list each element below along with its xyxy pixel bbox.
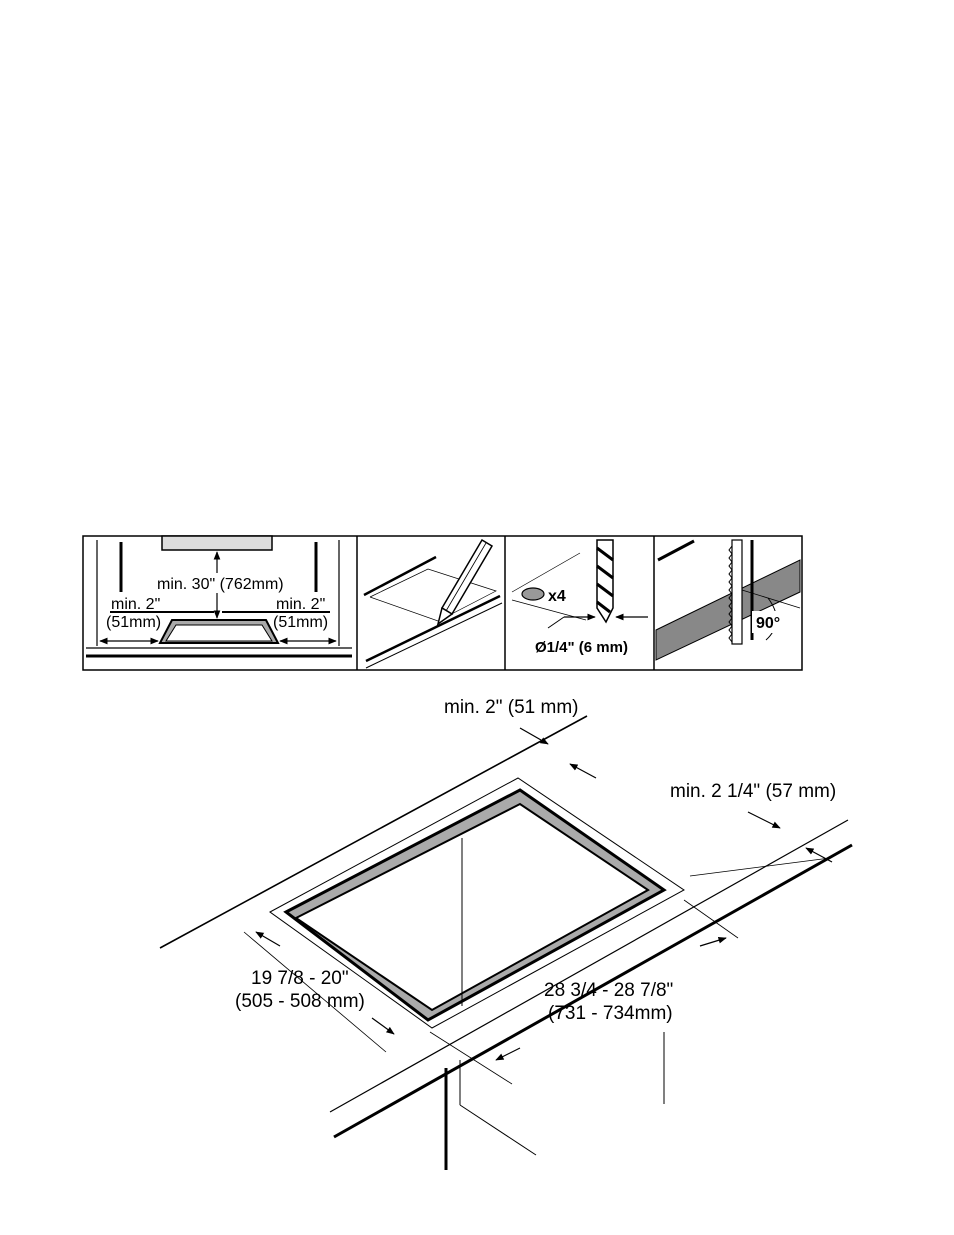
right-clearance-label-2: (51mm) xyxy=(273,614,329,631)
hole-count-label: x4 xyxy=(548,588,566,605)
drill-diameter-label: Ø1/4" (6 mm) xyxy=(535,639,628,656)
drill-hole-icon xyxy=(522,588,544,600)
angle-label: 90° xyxy=(756,615,781,632)
instruction-strip xyxy=(83,536,802,670)
drill-bit-icon xyxy=(597,540,613,622)
width-label-1: 28 3/4 - 28 7/8" xyxy=(544,980,674,1001)
depth-label-1: 19 7/8 - 20" xyxy=(251,968,349,989)
width-label-2: (731 - 734mm) xyxy=(548,1003,673,1024)
back-clearance-label: min. 2" (51 mm) xyxy=(444,697,579,718)
side-clearance-label: min. 2 1/4" (57 mm) xyxy=(670,781,837,802)
left-clearance-label-1: min. 2" xyxy=(111,596,161,613)
left-clearance-label-2: (51mm) xyxy=(106,614,162,631)
top-clearance-label: min. 30" (762mm) xyxy=(157,576,284,593)
depth-label-2: (505 - 508 mm) xyxy=(235,991,365,1012)
right-clearance-label-1: min. 2" xyxy=(276,596,326,613)
countertop-cutout-drawing xyxy=(160,697,852,1170)
